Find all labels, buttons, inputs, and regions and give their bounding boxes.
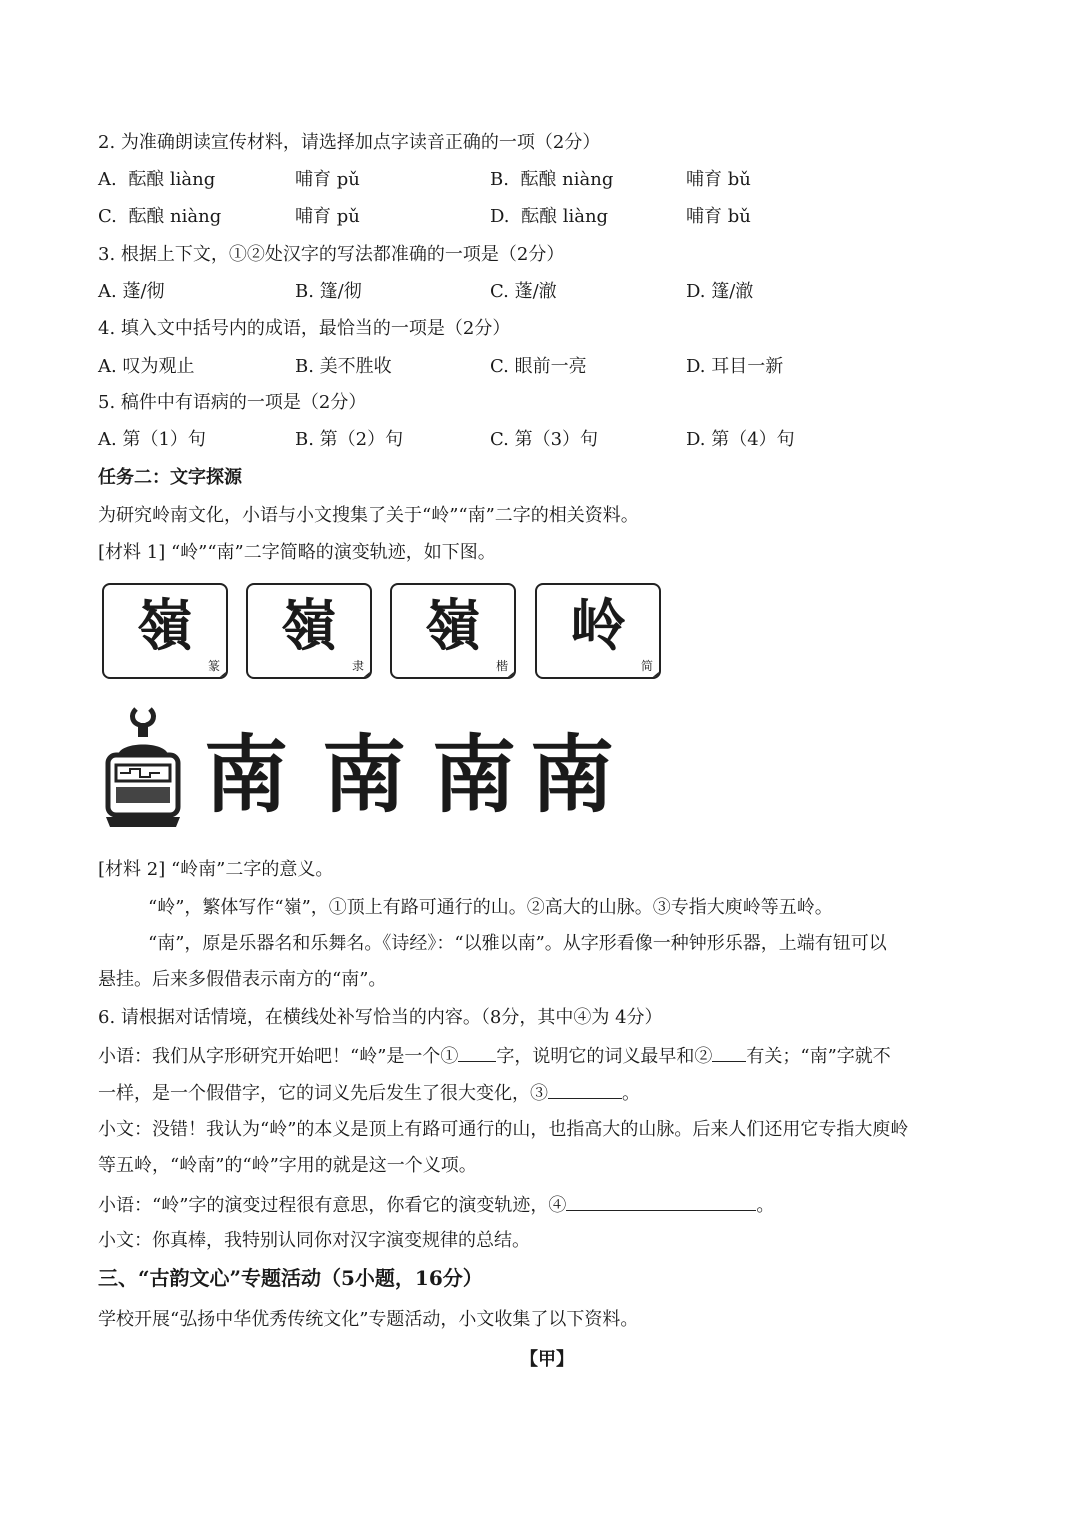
ling-form-clerical-script: 嶺 隶 xyxy=(246,583,372,679)
q4-stem: 4. 填入文中括号内的成语，最恰当的一项是（2分） xyxy=(98,318,511,339)
q2-option-b-word2: 哺育 bǔ xyxy=(686,169,751,190)
nan-form-2: 南 xyxy=(322,726,407,824)
dialog-line-1b: 一样，是一个假借字，它的词义先后发生了很大变化，③ 。 xyxy=(98,1080,640,1106)
q2-option-a-word2: 哺育 pǔ xyxy=(295,169,360,190)
nan-form-3: 南 xyxy=(432,726,517,824)
task2-intro: 为研究岭南文化，小语与小文搜集了关于“岭”“南”二字的相关资料。 xyxy=(98,505,639,526)
ling-form-simplified: 岭 简 xyxy=(535,583,661,679)
task2-title: 任务二：文字探源 xyxy=(98,467,242,488)
ling-form-regular-script: 嶺 楷 xyxy=(390,583,516,679)
section3-title: 三、“古韵文心”专题活动（5小题，16分） xyxy=(98,1266,483,1290)
dialog-line-1: 小语：我们从字形研究开始吧！“岭”是一个① 字，说明它的词义最早和② 有关；“南”字就不 xyxy=(98,1043,891,1069)
q4-option-c[interactable]: C. 眼前一亮 xyxy=(490,356,587,377)
q6-stem: 6. 请根据对话情境，在横线处补写恰当的内容。（8分，其中④为 4分） xyxy=(98,1007,663,1028)
q2-option-c-word2: 哺育 pǔ xyxy=(295,206,360,227)
dialog-line-2b: 等五岭，“岭南”的“岭”字用的就是这一个义项。 xyxy=(98,1155,477,1176)
blank-2[interactable] xyxy=(712,1043,746,1062)
q3-option-d[interactable]: D. 篷/澈 xyxy=(686,281,754,302)
q2-option-a[interactable]: A. 酝酿 liàng xyxy=(98,169,216,190)
ling-form-seal-script: 嶺 篆 xyxy=(102,583,228,679)
blank-4[interactable] xyxy=(566,1192,756,1211)
blank-1[interactable] xyxy=(458,1043,496,1062)
q4-option-d[interactable]: D. 耳目一新 xyxy=(686,356,784,377)
dialog-line-4: 小文：你真棒，我特别认同你对汉字演变规律的总结。 xyxy=(98,1230,530,1251)
q2-stem: 2. 为准确朗读宣传材料，请选择加点字读音正确的一项（2分） xyxy=(98,132,601,153)
ling-meaning: “岭”，繁体写作“嶺”，①顶上有路可通行的山。②高大的山脉。③专指大庾岭等五岭。 xyxy=(148,897,833,918)
q4-option-a[interactable]: A. 叹为观止 xyxy=(98,356,195,377)
dialog-line-3: 小语：“岭”字的演变过程很有意思，你看它的演变轨迹，④ 。 xyxy=(98,1192,774,1218)
q5-option-c[interactable]: C. 第（3）句 xyxy=(490,429,599,450)
nan-form-4: 南 xyxy=(530,726,615,824)
blank-3[interactable] xyxy=(548,1080,622,1099)
q3-option-c[interactable]: C. 蓬/澈 xyxy=(490,281,557,302)
q3-option-a[interactable]: A. 蓬/彻 xyxy=(98,281,165,302)
section3-intro: 学校开展“弘扬中华优秀传统文化”专题活动，小文收集了以下资料。 xyxy=(98,1309,639,1330)
q5-option-d[interactable]: D. 第（4）句 xyxy=(686,429,795,450)
q5-option-a[interactable]: A. 第（1）句 xyxy=(98,429,206,450)
q5-stem: 5. 稿件中有语病的一项是（2分） xyxy=(98,392,367,413)
q3-stem: 3. 根据上下文，①②处汉字的写法都准确的一项是（2分） xyxy=(98,244,565,265)
dialog-line-2: 小文：没错！我认为“岭”的本义是顶上有路可通行的山，也指高大的山脉。后来人们还用它专指大庾岭 xyxy=(98,1119,909,1140)
q2-option-c[interactable]: C. 酝酿 niàng xyxy=(98,206,222,227)
q2-option-b[interactable]: B. 酝酿 niàng xyxy=(490,169,614,190)
q2-option-d-word2: 哺育 bǔ xyxy=(686,206,751,227)
q3-option-b[interactable]: B. 篷/彻 xyxy=(295,281,362,302)
q4-option-b[interactable]: B. 美不胜收 xyxy=(295,356,392,377)
nan-form-1: 南 xyxy=(204,726,289,824)
material1-label: [材料 1] “岭”“南”二字简略的演变轨迹，如下图。 xyxy=(98,542,496,563)
nan-meaning-line1: “南”，原是乐器名和乐舞名。《诗经》：“以雅以南”。从字形看像一种钟形乐器，上端有钮可以 xyxy=(148,933,887,954)
section3-jia: 【甲】 xyxy=(520,1349,574,1370)
bell-icon xyxy=(100,705,186,837)
q5-option-b[interactable]: B. 第（2）句 xyxy=(295,429,404,450)
material2-label: [材料 2] “岭南”二字的意义。 xyxy=(98,859,334,880)
q2-option-d[interactable]: D. 酝酿 liàng xyxy=(490,206,609,227)
nan-meaning-line2: 悬挂。后来多假借表示南方的“南”。 xyxy=(98,969,387,990)
